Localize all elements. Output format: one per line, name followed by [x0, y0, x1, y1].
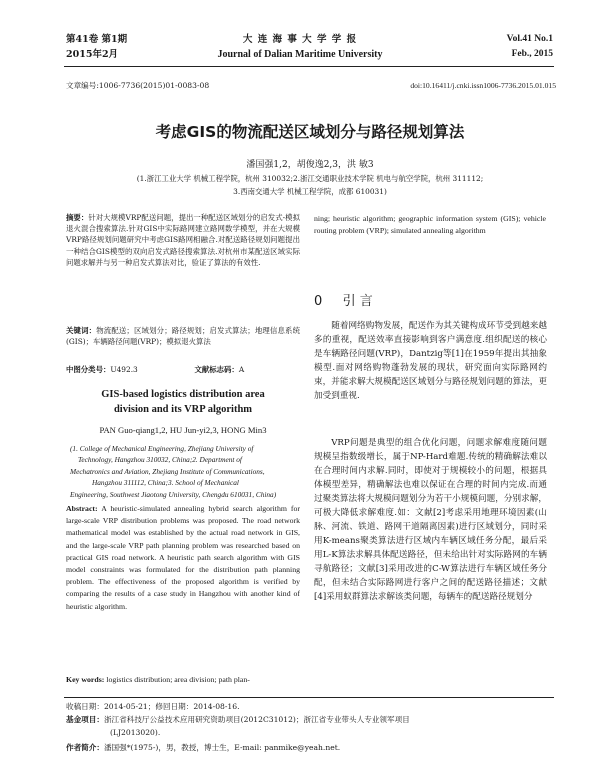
- section-heading: [314, 290, 373, 309]
- header-volume-en: Vol.41 No.1: [506, 34, 553, 44]
- abstract-cn: [66, 212, 300, 268]
- affiliation-en-line: Hangzhou 311112, China;3. School of Mechanical: [92, 478, 239, 488]
- keywords-cn: [66, 325, 300, 347]
- affiliation-en-line: Mechatronics and Aviation, Zhejiang Institute of Communications,: [70, 466, 265, 476]
- header-date-en: Feb., 2015: [511, 49, 553, 59]
- abstract-en-label: Abstract:: [66, 504, 98, 513]
- abstract-cn-text: 针对大规模VRP配送问题，提出一种配送区域划分的启发式-模拟退火混合搜索算法.针对GIS中实际路网建立路网数学模型，并在大规模VRP路径规划问题研究中考虑GIS路网相融合.对配送路径规划问题提出一种结合GIS模型的双向启发式路径搜索算法.对杭州市某配送区域实际问题求解并与另一种启发式算法对比，验证了算法的有效性.: [66, 213, 300, 267]
- intro-paragraph-2: VRP问题是典型的组合优化问题，问题求解难度随问题规模呈指数级增长，属于NP-Hard难题.传统的精确解法难以在合理时间内求解.同时，即使对于规模较小的问题，根据具体模型差异，精确解法也难以保证在合理的时间内完成.而通过聚类算法将大规模问题划分为若干小规模问题，分别求解，可极大降低求解难度.如：文献[2]考虑采用地理环境因素(山脉、河流、铁道、路网干道隔离因素)进行区域划分，同时采用K-means聚类算法进行区域内车辆区域任务分配，最后采用L-K算法求解具体配送路径，但未给出针对实际路网的车辆寻航路径；文献[3]采用改进的C-W算法进行车辆区域任务分配，但未结合实际路网进行客户之间的配送路径描述；文献[4]采用蚁群算法求解该类问题，每辆车的配送路径规划分: [314, 438, 547, 602]
- article-number: 文章编号:1006-7736(2015)01-0083-08: [66, 81, 210, 90]
- abstract-en-text: A heuristic-simulated annealing hybrid search algorithm for large-scale VRP distribution problems was proposed. The road network mathematical model was established by the actual road network in GIS, and the large-scale VRP path planning problem was researched based on practical GIS road network. A heuristic path search algorithm with GIS model constraints was formulated for the distribution path planning problem. The effectiveness of the proposed algorithm is verified by comparing the results of a case study in Hangzhou with another kind of heuristic algorithm.: [66, 504, 300, 611]
- keywords-cn-label: 关键词：: [66, 326, 97, 335]
- classification: [66, 364, 300, 375]
- doc-code-value: A: [238, 365, 245, 374]
- doc-code-label: 文献标志码：: [194, 365, 239, 374]
- affiliation-cn-1: (1.浙江工业大学 机械工程学院，杭州 310032;2.浙江交通职业技术学院 机电与航空学院，杭州 311112;: [136, 174, 484, 183]
- affiliation-en-line: Technology, Hangzhou 310032, China;2. Department of: [78, 455, 242, 465]
- title-en-line-2: division and its VRP algorithm: [113, 404, 253, 415]
- author-bio-label: 作者简介：: [66, 743, 104, 752]
- abstract-en: [66, 503, 300, 613]
- keywords-en-label: Key words:: [66, 675, 105, 684]
- clc-label: 中图分类号：: [66, 365, 111, 374]
- affiliation-en: [70, 443, 300, 500]
- authors-cn: 潘国强1,2，胡俊逸2,3，洪 敏3: [246, 160, 374, 170]
- fund-text-1: 浙江省科技厅公益技术应用研究资助项目(2012C31012)；浙江省专业带头人专业领军项目: [103, 715, 410, 724]
- fund-label: 基金项目：: [66, 715, 104, 724]
- author-bio-text: 潘国强*(1975-)，男，教授，博士生，E-mail: panmike@yeah.net.: [103, 743, 341, 752]
- authors-en: PAN Guo-qiang1,2, HU Jun-yi2,3, HONG Min3: [99, 425, 267, 435]
- header-date-cn: 2015年2月: [66, 49, 119, 60]
- affiliation-cn-2: 3.西南交通大学 机械工程学院，成都 610031): [233, 187, 387, 196]
- affiliation-en-line: Engineering, Southwest Jiaotong University, Chengdu 610031, China): [70, 489, 277, 499]
- intro-paragraph-1: 随着网络购物发展，配送作为其关键构成环节受到越来越多的重视，配送效率直接影响到客户满意度.组织配送的核心是车辆路径问题(VRP)，Dantzig等[1]在1959年提出其抽象模型.面对网络购物蓬勃发展的现状，研究面向实际路网约束，并能求解大规模配送区域划分与路径规划问题的算法，更加受到重视.: [314, 321, 547, 401]
- clc-value: U492.3: [110, 365, 138, 374]
- doi: doi:10.16411/j.cnki.issn1006-7736.2015.01.015: [410, 81, 556, 90]
- title-en-line-1: GIS-based logistics distribution area: [101, 389, 265, 400]
- affiliation-en-line: (1. College of Mechanical Engineering, Zhejiang University of: [70, 444, 254, 453]
- keywords-cn-text: 物流配送；区域划分；路径规划；启发式算法；地理信息系统(GIS)；车辆路径问题(VRP)；模拟退火算法: [66, 326, 300, 347]
- section-number: 0: [314, 294, 323, 309]
- abstract-cn-label: 摘要：: [66, 213, 89, 222]
- header-volume-cn: 第41卷 第1期: [66, 34, 128, 45]
- header-journal-en: Journal of Dalian Maritime University: [217, 49, 383, 60]
- footnote-author: [66, 742, 552, 753]
- keywords-en-col1: logistics distribution; area division; path plan-: [106, 675, 250, 684]
- title-cn: 考虑GIS的物流配送区域划分与路径规划算法: [155, 123, 465, 141]
- keywords-en: [66, 674, 300, 686]
- footnote-fund: [66, 714, 552, 725]
- keywords-en-continued: ning; heuristic algorithm; geographic information system (GIS); vehicle routing problem (VRP); simulated annealing algorithm: [314, 214, 546, 236]
- footnote-received: 收稿日期：2014-05-21；修回日期：2014-08-16.: [66, 702, 240, 711]
- footnote-rule: [64, 697, 554, 698]
- section-title: 引 言: [342, 294, 373, 309]
- footnote-fund-cont: (LJ2013020).: [110, 728, 161, 737]
- header-journal-cn: 大 连 海 事 大 学 学 报: [242, 34, 358, 45]
- header-rule: [64, 66, 554, 67]
